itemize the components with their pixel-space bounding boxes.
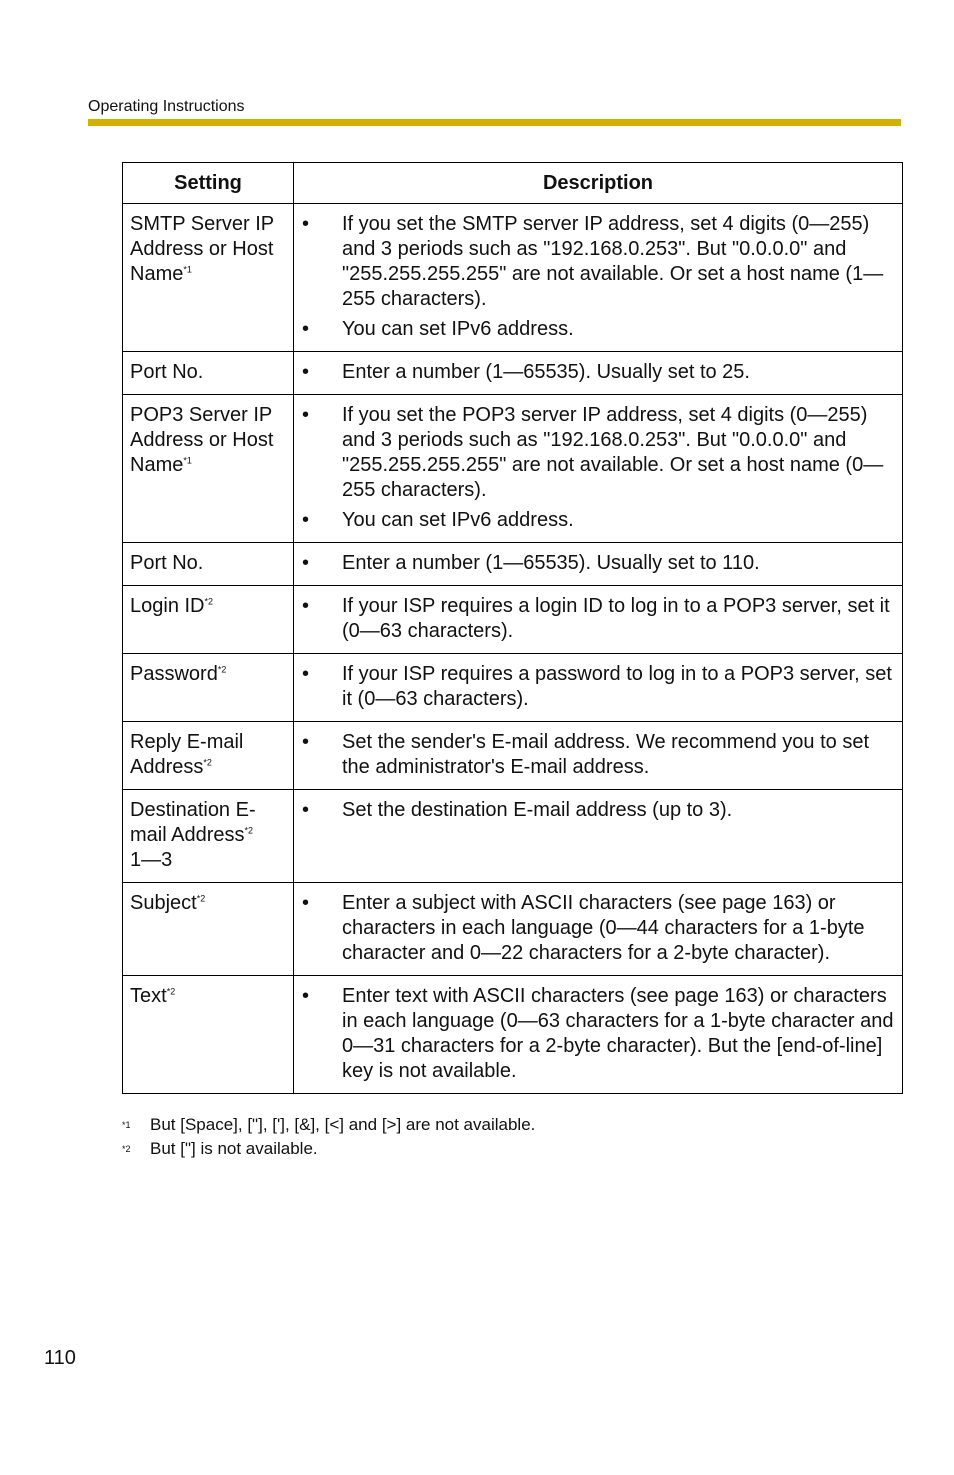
setting-name: Port No. [130, 552, 204, 574]
description-cell [294, 790, 903, 883]
footnote-reference: *2 [244, 825, 254, 836]
running-header: Operating Instructions [88, 98, 245, 115]
description-item [301, 317, 896, 342]
table-row [123, 352, 903, 395]
description-list [301, 891, 896, 966]
description-list [301, 984, 896, 1084]
description-cell [294, 395, 903, 543]
setting-name: Text [130, 985, 167, 1007]
setting-cell [123, 883, 294, 976]
description-text: Enter a number (1—65535). Usually set to 25. [342, 361, 750, 383]
footnote-mark: *2 [122, 1144, 131, 1154]
setting-name: POP3 Server IP Address or Host Name [130, 404, 274, 476]
setting-name: Destination E-mail Address [130, 799, 256, 846]
footnote-reference: *1 [183, 455, 192, 466]
settings-table [122, 162, 903, 1094]
footnote-reference: *2 [203, 757, 212, 768]
setting-cell [123, 654, 294, 722]
table-row [123, 883, 903, 976]
description-text: You can set IPv6 address. [342, 318, 574, 340]
description-item [301, 551, 896, 576]
setting-name: Reply E-mail Address [130, 731, 244, 778]
setting-cell [123, 790, 294, 883]
description-item [301, 594, 896, 644]
setting-name: Login ID [130, 595, 205, 617]
table-row [123, 976, 903, 1094]
footnotes [122, 1113, 535, 1161]
description-cell [294, 586, 903, 654]
bullet-icon: • [302, 318, 310, 340]
setting-cell [123, 722, 294, 790]
footnote-reference: *2 [196, 893, 206, 904]
bullet-icon: • [302, 892, 310, 914]
footnote-mark: *1 [122, 1120, 131, 1130]
description-item [301, 730, 896, 780]
description-item [301, 212, 896, 312]
description-item [301, 798, 896, 823]
table-row [123, 395, 903, 543]
description-text: Set the sender's E-mail address. We recommend you to set the administrator's E-mail address. [342, 731, 870, 778]
table-row [123, 204, 903, 352]
setting-name: Port No. [130, 361, 204, 383]
description-list [301, 662, 896, 712]
description-item [301, 662, 896, 712]
description-list [301, 403, 896, 533]
setting-name: Subject [130, 892, 197, 914]
column-header-description: Description [294, 163, 903, 204]
table-row [123, 722, 903, 790]
bullet-icon: • [302, 731, 310, 753]
bullet-icon: • [302, 509, 310, 531]
bullet-icon: • [302, 595, 310, 617]
description-text: You can set IPv6 address. [342, 509, 574, 531]
setting-cell [123, 586, 294, 654]
description-item [301, 891, 896, 966]
description-list [301, 594, 896, 644]
description-text: Set the destination E-mail address (up to 3). [342, 799, 733, 821]
footnote-reference: *1 [183, 264, 192, 275]
footnote-2 [122, 1137, 535, 1161]
page-number: 110 [44, 1347, 76, 1369]
description-list [301, 551, 896, 576]
setting-name: SMTP Server IP Address or Host Name [130, 213, 274, 285]
description-text: If you set the POP3 server IP address, set 4 digits (0—255) and 3 periods such as "192.168.0.253". But "0.0.0.0" and "255.255.255.255" are not available. Or set a host name (0—255 characters). [342, 404, 884, 501]
description-cell [294, 722, 903, 790]
footnote-text: But [Space], ["], ['], [&], [<] and [>] are not available. [150, 1115, 536, 1134]
setting-name: Password [130, 663, 218, 685]
setting-cell [123, 976, 294, 1094]
footnote-1 [122, 1113, 535, 1137]
bullet-icon: • [302, 799, 310, 821]
table-row [123, 586, 903, 654]
description-text: Enter a subject with ASCII characters (see page 163) or characters in each language (0—44 characters for a 1-byte character and 0—22 characters for a 2-byte character). [342, 892, 865, 964]
table-header-row [123, 163, 903, 204]
description-text: Enter a number (1—65535). Usually set to 110. [342, 552, 760, 574]
setting-cell [123, 543, 294, 586]
bullet-icon: • [302, 985, 310, 1007]
description-list [301, 730, 896, 780]
description-text: If your ISP requires a login ID to log in to a POP3 server, set it (0—63 characters). [342, 595, 890, 642]
footnote-reference: *2 [166, 986, 176, 997]
description-text: If your ISP requires a password to log in to a POP3 server, set it (0—63 characters). [342, 663, 892, 710]
description-text: If you set the SMTP server IP address, set 4 digits (0—255) and 3 periods such as "192.168.0.253". But "0.0.0.0" and "255.255.255.255" are not available. Or set a host name (1—255 characters). [342, 213, 884, 310]
description-list [301, 360, 896, 385]
table-row [123, 654, 903, 722]
description-text: Enter text with ASCII characters (see page 163) or characters in each language (0—63 characters for a 1-byte character and 0—31 characters for a 2-byte character). But the [end-of-line] key is not available. [342, 985, 894, 1082]
description-cell [294, 654, 903, 722]
setting-cell [123, 204, 294, 352]
description-item [301, 984, 896, 1084]
setting-cell [123, 352, 294, 395]
column-header-setting: Setting [123, 163, 294, 204]
setting-suffix: 1—3 [130, 849, 173, 871]
table-row [123, 790, 903, 883]
footnote-text: But ["] is not available. [150, 1139, 318, 1158]
bullet-icon: • [302, 361, 310, 383]
description-cell [294, 976, 903, 1094]
header-rule [88, 119, 901, 126]
description-cell [294, 883, 903, 976]
setting-cell [123, 395, 294, 543]
description-list [301, 212, 896, 342]
description-cell [294, 543, 903, 586]
description-item [301, 360, 896, 385]
footnote-reference: *2 [204, 596, 214, 607]
bullet-icon: • [302, 663, 310, 685]
description-list [301, 798, 896, 823]
description-item [301, 508, 896, 533]
bullet-icon: • [302, 404, 310, 426]
description-cell [294, 352, 903, 395]
bullet-icon: • [302, 213, 310, 235]
description-cell [294, 204, 903, 352]
footnote-reference: *2 [217, 664, 227, 675]
table-row [123, 543, 903, 586]
bullet-icon: • [302, 552, 310, 574]
description-item [301, 403, 896, 503]
